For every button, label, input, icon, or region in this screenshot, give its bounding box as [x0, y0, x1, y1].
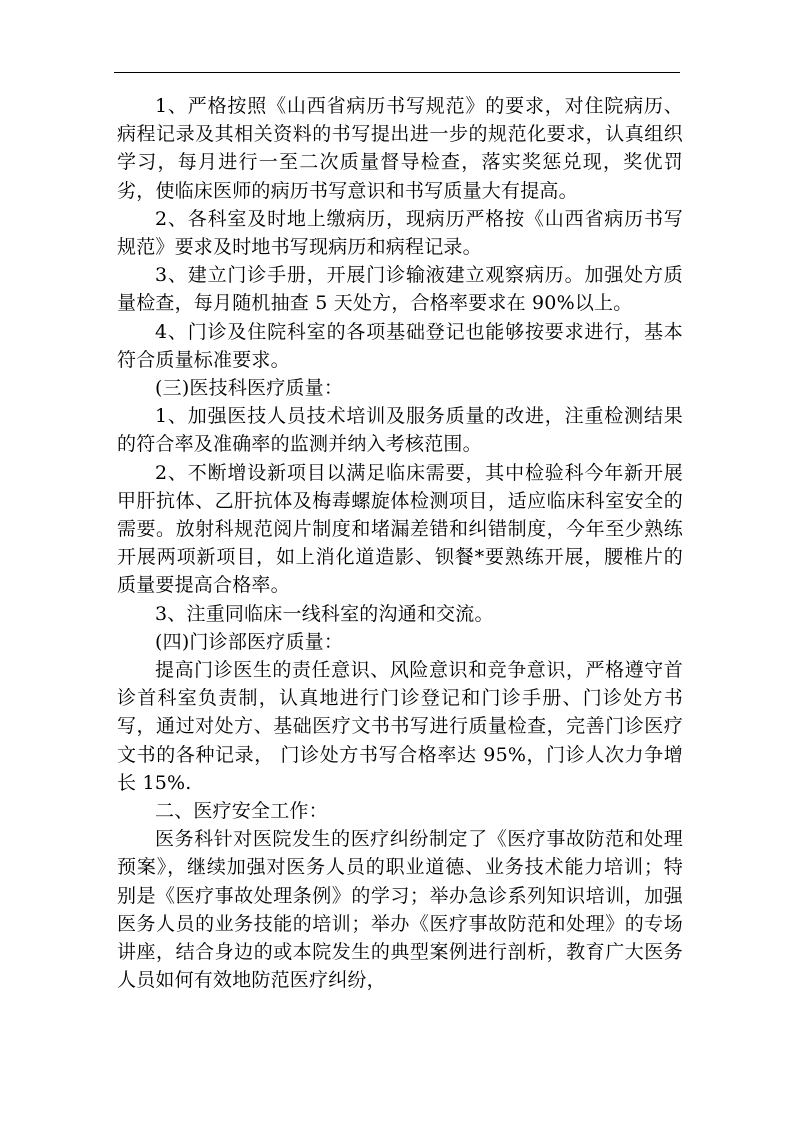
paragraph-medical-record-standards: 1、严格按照《山西省病历书写规范》的要求，对住院病历、病程记录及其相关资料的书写提出进一步的规范化要求，认真组织学习，每月进行一至二次质量督导检查，落实奖惩兑现，奖优罚劣，使临床医师的病历书写意识和书写质量大有提高。 [117, 95, 683, 202]
paragraph-outpatient-responsibility: 提高门诊医生的责任意识、风险意识和竞争意识，严格遵守首诊首科室负责制，认真地进行门诊登记和门诊手册、门诊处方书写，通过对处方、基础医疗文书书写进行质量检查，完善门诊医疗文书的各种记录， 门诊处方书写合格率达 95%，门诊人次力争增长 15%. [117, 659, 683, 794]
paragraph-clinical-communication: 3、注重同临床一线科室的沟通和交流。 [155, 602, 494, 625]
section-heading-medical-tech-quality: (三)医技科医疗质量： [155, 377, 344, 400]
header-rule [114, 72, 680, 73]
document-body [117, 92, 683, 995]
paragraph-outpatient-handbook: 3、建立门诊手册，开展门诊输液建立观察病历。加强处方质量检查，每月随机抽查 5 天处方，合格率要求在 90%以上。 [117, 264, 683, 315]
paragraph-record-submission: 2、各科室及时地上缴病历，现病历严格按《山西省病历书写规范》要求及时地书写现病历和病程记录。 [117, 207, 683, 259]
paragraph-dispute-prevention: 医务科针对医院发生的医疗纠纷制定了《医疗事故防范和处理预案》，继续加强对医务人员的职业道德、业务技术能力培训；特别是《医疗事故处理条例》的学习；举办急诊系列知识培训，加强医务人员的业务技能的培训；举办《医疗事故防范和处理》的专场讲座，结合身边的或本院发生的典型案例进行剖析，教育广大医务人员如何有效地防范医疗纠纷， [117, 828, 683, 992]
section-heading-outpatient-quality: (四)门诊部医疗质量： [155, 630, 344, 653]
paragraph-basic-registration: 4、门诊及住院科室的各项基础登记也能够按要求进行，基本符合质量标准要求。 [117, 320, 683, 371]
paragraph-new-projects: 2、不断增设新项目以满足临床需要，其中检验科今年新开展甲肝抗体、乙肝抗体及梅毒螺旋体检测项目，适应临床科室安全的需要。放射科规范阅片制度和堵漏差错和纠错制度，今年至少熟练开展两项新项目，如上消化道造影、钡餐*要熟练开展，腰椎片的质量要提高合格率。 [117, 461, 683, 597]
section-heading-medical-safety: 二、医疗安全工作： [155, 800, 328, 823]
paragraph-tech-training: 1、加强医技人员技术培训及服务质量的改进，注重检测结果的符合率及准确率的监测并纳入考核范围。 [117, 405, 683, 456]
